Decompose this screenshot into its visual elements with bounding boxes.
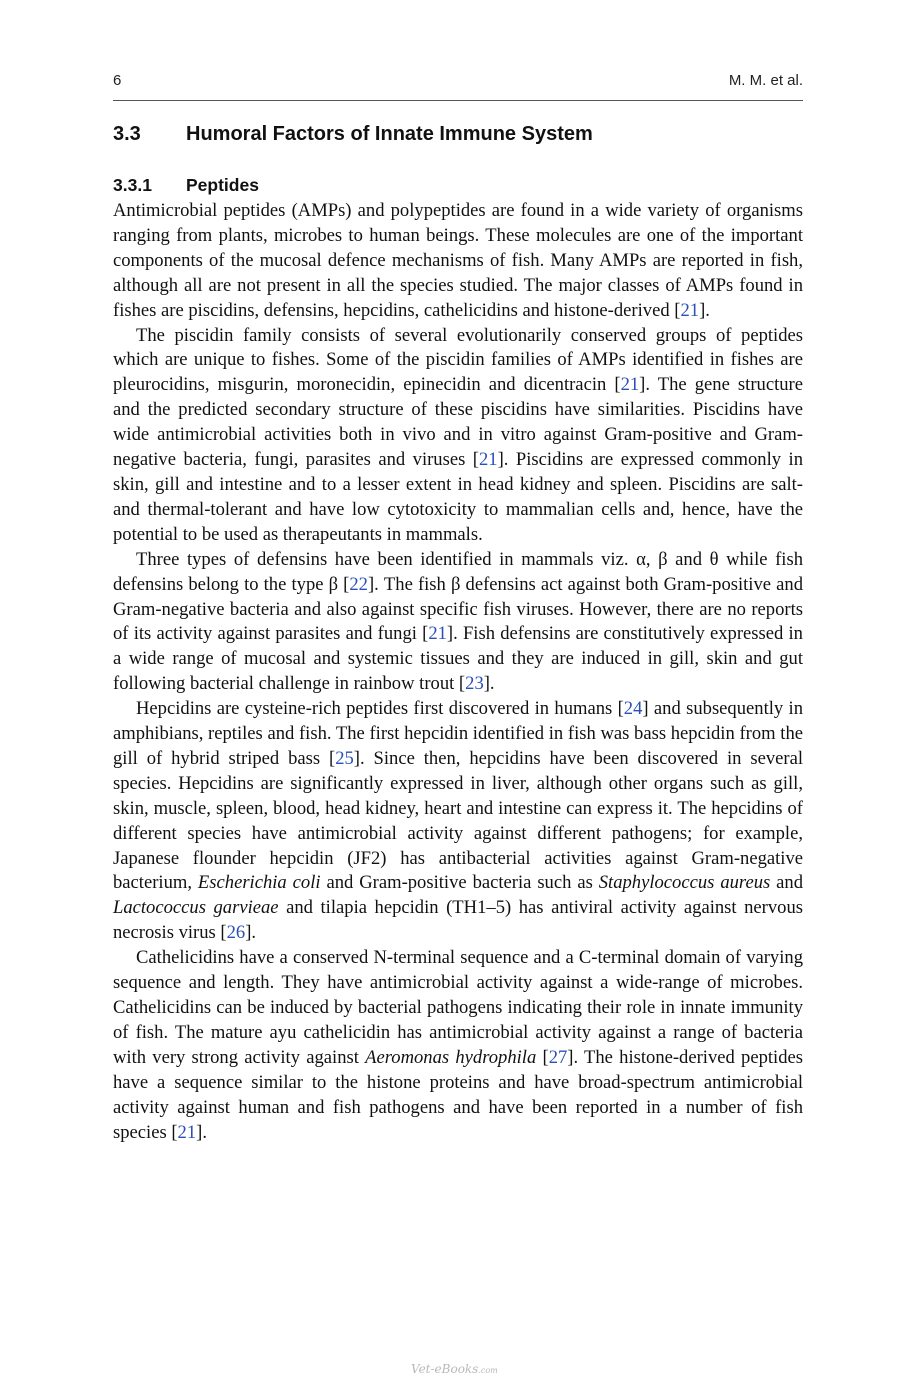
- paragraph-cathelicidins: [113, 946, 803, 1145]
- subsection-number: 3.3.1: [113, 175, 152, 195]
- page-number: 6: [113, 72, 122, 89]
- running-header: [113, 72, 803, 94]
- text-run: ]. The histone-derived peptides have a sequence similar to the histone proteins and have broad-spectrum antimicrobial activity against human and fish pathogens and have been reported in a number of fish species [: [113, 1046, 803, 1143]
- paragraph-hepcidins: [113, 697, 803, 946]
- citation-link[interactable]: 23: [465, 673, 484, 695]
- watermark-text: Vet-eBooks: [411, 1362, 479, 1376]
- text-run: ].: [699, 299, 710, 321]
- header-rule: [113, 100, 803, 101]
- text-run: and Gram-positive bacteria such as: [320, 872, 599, 894]
- citation-link[interactable]: 21: [177, 1121, 197, 1143]
- text-run: ]. Piscidins are expressed commonly in skin, gill and intestine and to a lesser extent in head kidney and spleen. Piscidins are salt- and thermal-tolerant and have low cytotoxicity to mammalian cells and, hence, have the potential to be used as therapeutants in mammals.: [113, 449, 803, 545]
- citation-link[interactable]: 21: [680, 299, 700, 321]
- text-run: Antimicrobial peptides (AMPs) and polypeptides are found in a wide variety of organisms ranging from plants, microbes to human beings. These molecules are one of the important components of the mucosal defence mechanisms of fish. Many AMPs are reported in fish, although all are not present in all the species studied. The major classes of AMPs found in fishes are piscidins, defensins, hepcidins, cathelicidins and histone-derived [: [113, 200, 803, 321]
- text-run: ].: [245, 922, 257, 944]
- text-run: Hepcidins are cysteine-rich peptides first discovered in humans [: [136, 698, 624, 720]
- text-run: Three types of defensins have been identified in mammals viz. α, β and θ while fish defensins belong to the type β [: [113, 548, 803, 595]
- citation-link[interactable]: 22: [349, 573, 368, 595]
- citation-link[interactable]: 21: [479, 449, 498, 471]
- citation-link[interactable]: 21: [620, 374, 640, 396]
- text-run: ] and subsequently in amphibians, reptiles and fish. The first hepcidin identified in fish was bass hepcidin from the gill of hybrid striped bass [: [113, 698, 804, 769]
- text-run: [: [536, 1046, 549, 1068]
- section-heading: [113, 123, 803, 146]
- section-title: Humoral Factors of Innate Immune System: [186, 123, 593, 145]
- section-number: 3.3: [113, 123, 141, 145]
- body-text: [113, 199, 803, 1145]
- citation-link[interactable]: 27: [548, 1046, 568, 1068]
- text-run: ].: [483, 673, 495, 695]
- species-name: Escherichia coli: [197, 872, 321, 894]
- paragraph-defensins: [113, 548, 803, 697]
- text-run: ]. Fish defensins are constitutively expressed in a wide range of mucosal and systemic tissues and they are induced in gill, skin and gut following bacterial challenge in rainbow trout [: [113, 623, 803, 695]
- text-run: ].: [196, 1121, 207, 1143]
- text-run: and: [770, 872, 804, 894]
- subsection-heading: [113, 175, 803, 196]
- citation-link[interactable]: 24: [623, 698, 643, 720]
- watermark-suffix: .com: [478, 1366, 498, 1375]
- species-name: Aeromonas hydrophila: [365, 1046, 537, 1068]
- text-run: ]. Since then, hepcidins have been discovered in several species. Hepcidins are significantly expressed in liver, although other organs such as gill, skin, muscle, spleen, blood, head kidney, heart and intestine can express it. The hepcidins of different species have antimicrobial activity against different pathogens; for example, Japanese flounder hepcidin (JF2) has antibacterial activities against Gram-negative bacterium,: [113, 747, 804, 894]
- text-run: and tilapia hepcidin (TH1–5) has antiviral activity against nervous necrosis virus [: [113, 897, 803, 944]
- species-name: Lactococcus garvieae: [113, 897, 279, 919]
- running-header-authors: M. M. et al.: [728, 72, 803, 89]
- paragraph-piscidins: [113, 324, 803, 548]
- subsection-title: Peptides: [186, 175, 259, 195]
- text-run: The piscidin family consists of several evolutionarily conserved groups of peptides which are unique to fishes. Some of the piscidin families of AMPs identified in fishes are pleurocidins, misgurin, moronecidin, epinecidin and dicentracin [: [113, 324, 803, 396]
- citation-link[interactable]: 21: [428, 623, 447, 645]
- citation-link[interactable]: 25: [335, 747, 354, 769]
- citation-link[interactable]: 26: [226, 922, 246, 944]
- species-name: Staphylococcus aureus: [598, 872, 771, 894]
- watermark-logo: [411, 1362, 511, 1382]
- text-run: ]. The fish β defensins act against both Gram-positive and Gram-negative bacteria and also against specific fish viruses. However, there are no reports of its activity against parasites and fungi [: [113, 573, 803, 645]
- text-run: Cathelicidins have a conserved N-terminal sequence and a C-terminal domain of varying sequence and length. They have antimicrobial activity against a wide-range of microbes. Cathelicidins can be induced by bacterial pathogens indicating their role in innate immunity of fish. The mature ayu cathelicidin has antimicrobial activity against a range of bacteria with very strong activity against: [113, 947, 803, 1068]
- text-run: ]. The gene structure and the predicted secondary structure of these piscidins have similarities. Piscidins have wide antimicrobial activities both in vivo and in vitro against Gram-positive and Gram-negative bacteria, fungi, parasites and viruses [: [113, 374, 803, 471]
- paragraph-amps-intro: [113, 199, 803, 324]
